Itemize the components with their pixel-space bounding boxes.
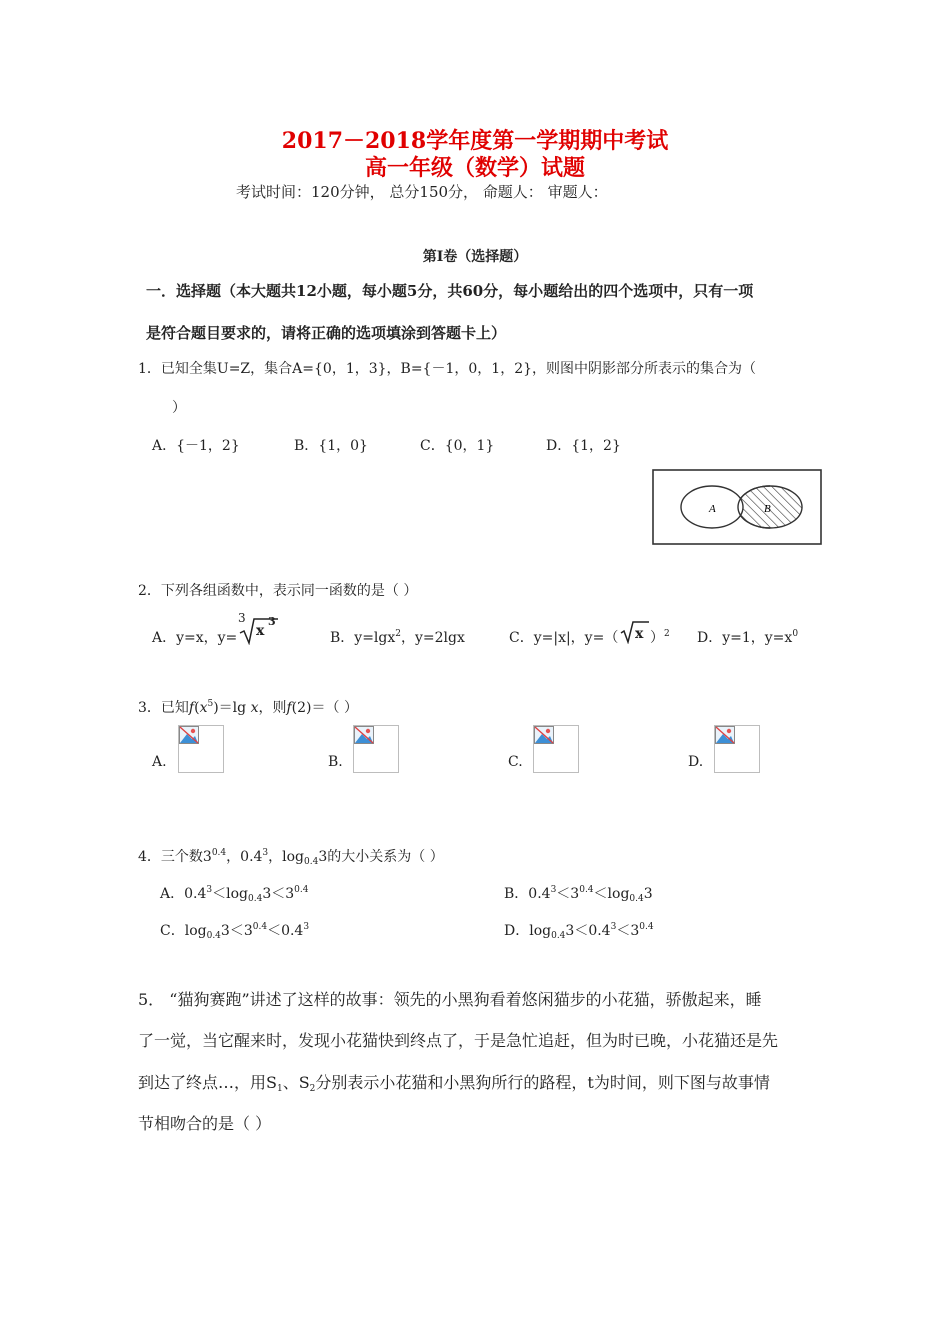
q4-d-5: 0.4 <box>639 922 654 932</box>
q3-option-d-label: D. <box>688 754 704 770</box>
q3-option-c-label: C. <box>508 754 523 770</box>
q2-option-b <box>330 627 465 647</box>
q3-option-b-label: B. <box>328 754 343 770</box>
q4-sub3: 0.4 <box>304 857 319 867</box>
q4-c-0: C．log <box>160 923 207 939</box>
q3-x: x <box>199 700 208 716</box>
q4-c-4: ＜0.4 <box>267 923 304 939</box>
q4-c-1: 0.4 <box>206 931 221 941</box>
q5-line3-part3: 分别表示小花猫和小黑狗所行的路程，t为时间，则下图与故事情 <box>315 1073 770 1092</box>
q4-b-5: 0.4 <box>629 894 644 904</box>
q2-option-b-part2: ，y=2lgx <box>401 630 465 646</box>
venn-diagram <box>652 469 822 545</box>
q2-option-b-exp: 2 <box>395 629 401 639</box>
q4-d-3: 3 <box>610 922 617 932</box>
q4-c-2: 3＜3 <box>220 923 253 939</box>
q4-c-3: 0.4 <box>252 922 268 932</box>
q4-a-2: ＜log <box>212 886 248 902</box>
root-exponent: 3 <box>268 615 276 628</box>
exam-info: 考试时间：120分钟， 总分150分， 命题人： 审题人： <box>236 183 608 201</box>
q2-option-c <box>509 627 618 647</box>
instructions-line2: 是符合题目要求的，请将正确的选项填涂到答题卡上） <box>146 324 507 342</box>
q2-option-a-prefix: A．y=x，y= <box>152 630 238 646</box>
q4-b-0: B．0.4 <box>504 886 551 902</box>
q3-option-a-label: A. <box>152 754 167 770</box>
q4-option-b <box>504 883 653 903</box>
q4-c-5: 3 <box>303 922 310 932</box>
venn-label-a: A <box>709 503 716 515</box>
q4-b-2: ＜3 <box>556 886 580 902</box>
q2-option-b-part1: B．y=lgx <box>330 630 396 646</box>
q4-b-3: 0.4 <box>579 885 594 895</box>
q4-option-a <box>160 883 308 903</box>
q4-d-2: 3＜0.4 <box>565 923 611 939</box>
q4-part1: 4．三个数3 <box>138 849 212 865</box>
q5-line3-sub2: 2 <box>309 1084 316 1094</box>
q2-option-c-part2: ） <box>650 630 664 646</box>
q3-exp: 5 <box>207 699 214 709</box>
q3-f1: f <box>188 700 195 716</box>
q5-line3-part2: 、S <box>282 1073 310 1092</box>
q3-comma: ，则 <box>258 700 287 716</box>
square-root-symbol <box>620 620 650 644</box>
q1-option-b: B．{1，0} <box>294 438 368 454</box>
q3-option-c-image-icon <box>533 725 579 773</box>
q1-option-d: D．{1，2} <box>546 438 621 454</box>
q4-option-c <box>160 920 309 940</box>
section-heading: 第Ⅰ卷（选择题） <box>422 249 528 265</box>
q2-option-d <box>697 627 798 647</box>
root-radicand: x <box>256 623 265 639</box>
q3-paren: ( <box>194 700 200 716</box>
q3-prefix: 3．已知 <box>138 700 189 716</box>
q4-a-1: 3 <box>206 885 213 895</box>
q4-d-4: ＜3 <box>616 923 640 939</box>
q2-option-c-exp: 2 <box>664 629 670 639</box>
root-index: 3 <box>238 611 246 625</box>
q4-d-0: D．log <box>504 923 552 939</box>
q4-a-5: 0.4 <box>294 885 309 895</box>
q1-option-a: A．{－1，2} <box>152 438 240 454</box>
q4-sup1: 0.4 <box>211 848 227 858</box>
q4-sup2: 3 <box>262 848 269 858</box>
q3-mid: )＝lg <box>213 700 251 716</box>
q5-line3-sub1: 1 <box>276 1084 283 1094</box>
q3-option-d-image-icon <box>714 725 760 773</box>
q3-f2: f <box>286 700 292 716</box>
q1-option-c: C．{0，1} <box>420 438 495 454</box>
q4-part2: ，0.4 <box>226 849 263 865</box>
q4-a-3: 0.4 <box>247 894 263 904</box>
q3-stem <box>138 697 358 717</box>
q3-x2: x <box>250 700 259 716</box>
q2-option-c-part1: C．y=|x|，y=（ <box>509 630 619 646</box>
q4-b-1: 3 <box>550 885 557 895</box>
q1-stem-line1: 1．已知全集U=Z，集合A={0，1，3}，B={－1，0，1，2}，则图中阴影部分所表示的集合为（ <box>138 361 757 377</box>
q4-part4: 3的大小关系为（ ） <box>318 849 444 865</box>
q4-a-4: 3＜3 <box>262 886 295 902</box>
exam-title: 2017－2018学年度第一学期期中考试 <box>281 128 669 154</box>
q1-stem-line2: ） <box>172 400 186 416</box>
venn-label-b: B <box>764 503 771 515</box>
q3-option-a-image-icon <box>178 725 224 773</box>
q4-a-0: A．0.4 <box>160 886 207 902</box>
q2-option-c-close <box>650 627 670 647</box>
q2-option-d-part1: D．y=1，y=x <box>697 630 793 646</box>
cube-root-symbol <box>238 611 278 643</box>
q5-line3-part1: 到达了终点…，用S <box>138 1073 277 1092</box>
q2-option-a <box>152 627 237 647</box>
q4-d-1: 0.4 <box>551 931 566 941</box>
q4-stem <box>138 846 444 866</box>
q4-part3: ，log <box>268 849 305 865</box>
q3-option-b-image-icon <box>353 725 399 773</box>
q5-line2: 了一觉，当它醒来时，发现小花猫快到终点了，于是急忙追赶，但为时已晚，小花猫还是先 <box>138 1031 779 1050</box>
instructions-line1: 一．选择题（本大题共12小题，每小题5分，共60分，每小题给出的四个选项中，只有一项 <box>146 282 754 300</box>
q4-option-d <box>504 920 654 940</box>
q4-b-6: 3 <box>643 886 653 902</box>
q2-option-d-exp: 0 <box>792 629 799 639</box>
q5-line3 <box>138 1070 770 1093</box>
q5-line1: 5． “猫狗赛跑”讲述了这样的故事：领先的小黑狗看着悠闲猫步的小花猫，骄傲起来，睡 <box>138 990 762 1009</box>
sqrt-radicand: x <box>635 626 644 642</box>
q4-b-4: ＜log <box>593 886 630 902</box>
q3-tail: (2)＝（ ） <box>291 700 358 716</box>
q2-stem: 2．下列各组函数中，表示同一函数的是（ ） <box>138 583 418 599</box>
q5-line4: 节相吻合的是（ ） <box>138 1114 272 1133</box>
exam-subtitle: 高一年级（数学）试题 <box>364 155 585 181</box>
